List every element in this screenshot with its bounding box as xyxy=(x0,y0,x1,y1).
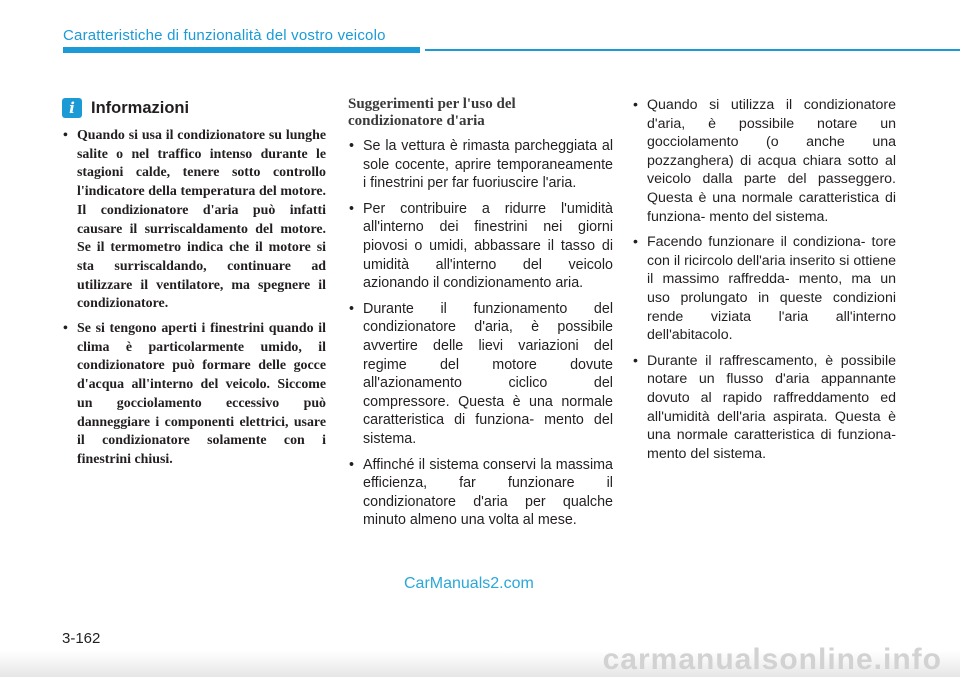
list-item: • Se si tengono aperti i finestrini quando il clima è particolarmente umido, il condizionatore può formare delle gocce d'acqua all'interno del veicolo. Siccome un gocciolamento eccessivo può danneggiare i componenti elettrici, usare il condizionatore solamente con i finestrini chiusi. xyxy=(62,320,326,470)
more-tips-column xyxy=(632,96,896,470)
list-item: • Durante il raffrescamento, è possibile notare un flusso d'aria appannante dovuto al rapido raffreddamento ed all'umidità dell'aria aspirata. Questa è una normale caratteristica di funziona- mento del sistema. xyxy=(632,352,896,464)
list-item: • Durante il funzionamento del condizionatore d'aria, è possibile avvertire delle lievi variazioni del regime del motore dovute all'azionamento ciclico del compressore. Questa è una normale caratteristica di funziona- mento del sistema. xyxy=(348,300,613,449)
suggestions-heading xyxy=(348,96,613,130)
suggestions-heading-line1: Suggerimenti per l'uso del xyxy=(348,96,516,112)
suggestions-heading-line2: condizionatore d'aria xyxy=(348,113,485,129)
watermark-text: carmanualsonline.info xyxy=(602,643,942,676)
watermark-banner xyxy=(0,643,960,677)
section-header-title: Caratteristiche di funzionalità del vostro veicolo xyxy=(63,27,386,44)
suggestions-column xyxy=(348,96,613,537)
list-item: • Quando si usa il condizionatore su lunghe salite o nel traffico intenso durante le stagioni calde, tenere sotto controllo l'indicatore della temperatura del motore. Il condizionatore d'aria può infatti causare il surriscaldamento del motore. Se il termometro indica che il motore si sta surriscaldando, continuare ad utilizzare il ventilatore, ma spegnere il condizionatore. xyxy=(62,127,326,314)
suggestions-list xyxy=(348,137,613,530)
list-item: • Quando si utilizza il condizionatore d'aria, è possibile notare un gocciolamento (o anche una pozzanghera) di acqua chiara sotto al veicolo dalla parte del passeggero. Questa è una normale caratteristica di funziona- mento del sistema. xyxy=(632,96,896,226)
list-item: • Affinché il sistema conservi la massima efficienza, far funzionare il condizionatore d'aria per qualche minuto almeno una volta al mese. xyxy=(348,456,613,530)
more-tips-list xyxy=(632,96,896,463)
list-item: • Facendo funzionare il condiziona- tore con il ricircolo dell'aria inserito si ottiene il massimo raffredda- mento, ma un uso prolungato in queste condizioni rende viziata l'aria all'interno dell'abitacolo. xyxy=(632,233,896,345)
info-heading xyxy=(62,96,326,120)
header-accent-bar xyxy=(63,47,420,53)
info-list xyxy=(62,127,326,470)
header-rule xyxy=(425,49,960,51)
list-item: • Per contribuire a ridurre l'umidità all'interno dei finestrini nei giorni piovosi o umidi, abbassare il tasso di umidità all'interno del veicolo azionando il condizionamento aria. xyxy=(348,200,613,293)
page-number: 3-162 xyxy=(62,630,101,647)
info-column xyxy=(62,96,326,476)
list-item: • Se la vettura è rimasta parcheggiata al sole cocente, aprire temporaneamente i finestrini per far fuoriuscire l'aria. xyxy=(348,137,613,193)
info-title: Informazioni xyxy=(91,98,190,117)
watermark-link[interactable]: CarManuals2.com xyxy=(404,575,534,592)
info-icon: i xyxy=(62,98,82,118)
